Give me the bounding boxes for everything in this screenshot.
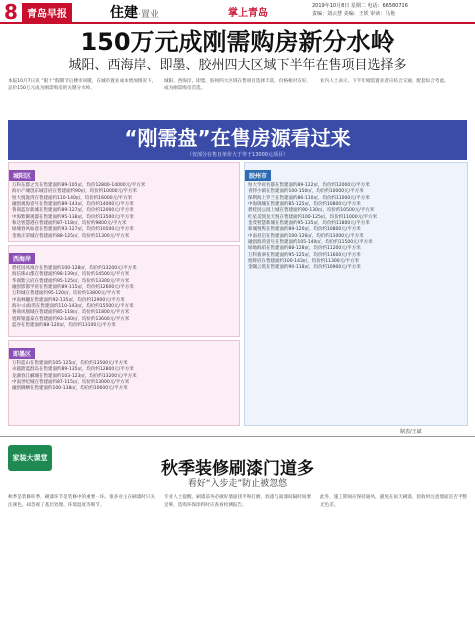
district-panel-chengyang xyxy=(8,162,240,242)
listing-line: 旭辉府在售建面约100-143㎡，均价约11300元/平方米 xyxy=(248,259,360,265)
banner-note: （仅部分在售且单价大于等于13000元项目） xyxy=(187,152,288,158)
district-panel-jimo xyxy=(8,340,240,426)
listing-line: 恒大学府名都在售建面约89-122㎡，均价约12000元/平方米 xyxy=(248,183,370,188)
listing-line: 金茂智慧新城在售建面约95-135㎡，均价约11800元/平方米 xyxy=(248,221,370,227)
listing-line: 海信珠山郡在售建面约98-139㎡，均价约14500元/平方米 xyxy=(12,272,130,278)
listing-line: 万科城在售建面约95-120㎡，均价约13800元/平方米 xyxy=(12,291,121,297)
listing-line: 中南林樾在售建面约92-135㎡，均价约12900元/平方米 xyxy=(12,297,125,303)
article-col-1: 秋季是装修旺季，刷漆环节是装修中的重要一环。很多业主在刷漆时只关注颜色，却忽视了基层处理、环境湿度等细节。 xyxy=(8,495,156,508)
page-number: 8 xyxy=(4,0,18,24)
paper-logo: 青岛早报 xyxy=(22,3,72,22)
banner-title: “刚需盘”在售房源看过来 xyxy=(124,126,351,150)
listing-line: 金地正荣城在售建面约88-125㎡，均价约11300元/平方米 xyxy=(12,233,130,239)
article-subtitle: 看好“入步走”防止被忽悠 xyxy=(187,479,288,489)
listing-line: 绿城春风如意在售建面约93-127㎡，均价约10500元/平方米 xyxy=(12,227,134,233)
listing-line: 保利海上罗兰在售建面约86-110㎡，均价约11000元/平方米 xyxy=(248,195,370,201)
article-col-3: 此外，施工期间应保持通风，避免在雨天刷漆，验收时注意墙面是否平整无色差。 xyxy=(320,495,468,508)
listing-lines xyxy=(9,360,239,394)
listing-line: 金隅云筑在售建面约90-118㎡，均价约10900元/平方米 xyxy=(248,265,361,271)
district-tag: 胶州市 xyxy=(245,170,271,181)
listing-line: 鲁商凤凰城在售建面约85-118㎡，均价约11800元/平方米 xyxy=(12,310,130,316)
district-tag: 西海岸 xyxy=(9,253,35,264)
article-title: 秋季装修刷漆门道多 xyxy=(161,459,314,479)
listing-line: 新城悦隽在售建面约89-120㎡，均价约10800元/平方米 xyxy=(248,227,361,233)
table-credit: 制表/王斌 xyxy=(400,429,422,435)
intro-col-1: 本报10月7日讯 “银十”假期节后楼市回暖，在城市置业成本增加情况下，总价150万元成为刚需购房的关键分水岭。 xyxy=(8,79,157,92)
listing-line: 旭辉银盛泰在售建面约93-140㎡，均价约13600元/平方米 xyxy=(12,316,130,322)
listing-line: 和达智慧港在售建面约87-118㎡，均价约9800元/平方米 xyxy=(12,221,127,227)
section-name: 住建 xyxy=(110,5,138,21)
listing-line: 绿地海珀在售建面约88-128㎡，均价约11200元/平方米 xyxy=(248,246,361,252)
listing-line: 卓越蔚蓝群岛在售建面约89-135㎡，均价约12800元/平方米 xyxy=(12,367,134,373)
main-subheadline: 城阳、西海岸、即墨、胶州四大区域下半年在售项目选择多 xyxy=(68,58,407,73)
section-title xyxy=(110,2,159,22)
section-subtitle: ·置业 xyxy=(138,10,159,20)
intro-col-2: 城阳、西海岸、即墨、胶州四大区域在售项目选择丰富，价格相对友好，成为刚需购房首选。 xyxy=(164,79,312,92)
listing-lines xyxy=(245,182,467,273)
district-panel-xihaian xyxy=(8,245,240,337)
listing-line: 中南君启在售建面约100-126㎡，均价约11000元/平方米 xyxy=(248,233,364,239)
listing-line: 恒大悦珑湾在售建面约110-140㎡，均价约16000元/平方米 xyxy=(12,195,133,201)
listing-line: 中海紫御观邸在售建面约95-138㎡，均价约13500元/平方米 xyxy=(12,214,134,220)
listing-line: 蓝谷在售建面约88-120㎡，均价约13100元/平方米 xyxy=(12,323,116,329)
meta-line-1: 2019年10月8日 星期二 电话：66580716 xyxy=(312,3,408,9)
listing-line: 融创海湾壹号在售建面约105-140㎡，均价约11500元/平方米 xyxy=(248,240,373,246)
listing-lines xyxy=(9,265,239,330)
listing-line: 万科翡翠在售建面约95-125㎡，均价约11600元/平方米 xyxy=(248,252,361,258)
district-tag: 城阳区 xyxy=(9,170,35,181)
page-header xyxy=(0,0,475,24)
district-panel-jiaozhou xyxy=(244,162,468,426)
listing-line: 青特小镇在售建面约100-150㎡，均价约10000元/平方米 xyxy=(248,189,364,195)
listing-line: 万科东郡之光在售建面约89-105㎡，均价12800-14000元/平方米 xyxy=(12,183,146,188)
listing-line: 中海锦城在售建面约85-125㎡，均价约10800元/平方米 xyxy=(248,202,361,208)
intro-col-3: 业内人士表示，下半年刚需置业者应结合交通、配套综合考虑。 xyxy=(320,79,449,84)
district-tag: 即墨区 xyxy=(9,348,35,359)
listing-line: 融创影都学府在售建面约89-115㎡，均价约12600元/平方米 xyxy=(12,285,134,291)
listing-line: 鲁商蓝岸新城在售建面约89-127㎡，均价约12000元/平方米 xyxy=(12,208,134,214)
column-badge: 家装大课堂 xyxy=(8,445,52,471)
listing-line: 龙湖春江郦城在售建面约103-123㎡，均价约13200元/平方米 xyxy=(12,373,137,379)
article-col-2: 专业人士提醒，刷漆前务必做好墙面找平和打磨，底漆与面漆间隔时间要足够，选购环保涂料时应查看检测报告。 xyxy=(164,495,312,508)
meta-line-2: 责编：刘云慧 美编：王妖 审读：马艳 xyxy=(312,11,396,17)
listing-line: 海尔产城创东城首府在售建面约90㎡，均价约10000元/平方米 xyxy=(12,189,138,195)
listing-lines xyxy=(9,182,239,241)
listing-line: 红星美凯龙天悦在售建面约100-125㎡，均价约11000元/平方米 xyxy=(248,214,378,220)
listing-line: 碧桂园公园上城在售建面约90-130㎡，均价约10500元/平方米 xyxy=(248,208,375,214)
listing-line: 融创观海壹号在售建面约89-143㎡，均价约14000元/平方米 xyxy=(12,202,134,208)
listing-line: 海尔·山海湾在售建面约110-143㎡，均价约15500元/平方米 xyxy=(12,304,134,310)
listing-line: 万科蓝山在售建面约105-125㎡，均价约13500元/平方米 xyxy=(12,361,128,366)
main-headline: 150万元成刚需购房新分水岭 xyxy=(80,28,395,56)
listing-banner xyxy=(8,120,467,160)
masthead-meta xyxy=(312,2,472,18)
listing-line: 碧桂园凤凰台在售建面约100-128㎡，均价约13200元/平方米 xyxy=(12,266,137,271)
listing-line: 华润紫云府在售建面约95-125㎡，均价约13300元/平方米 xyxy=(12,278,130,284)
section-divider xyxy=(0,436,475,437)
brand-label: 掌上青岛 xyxy=(228,8,268,19)
listing-line: 融创御栖在售建面约100-138㎡，均价约10600元/平方米 xyxy=(12,386,128,392)
listing-line: 中南世纪城在售建面约87-115㎡，均价约13000元/平方米 xyxy=(12,380,130,386)
